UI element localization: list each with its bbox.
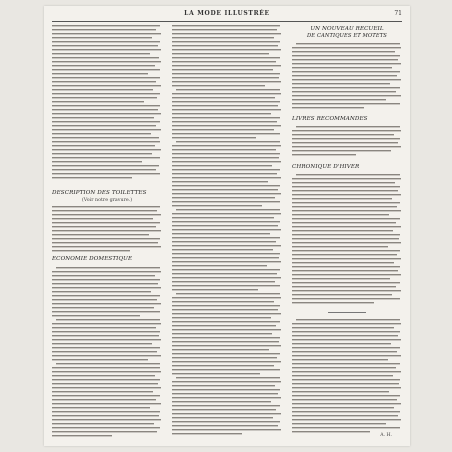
separator-rule xyxy=(328,312,366,313)
magazine-page xyxy=(44,6,410,446)
header-rule xyxy=(52,21,402,22)
text-column-3 xyxy=(292,24,402,422)
body-text-lines xyxy=(292,318,402,442)
body-text-lines xyxy=(292,42,402,114)
body-text-lines xyxy=(292,173,402,309)
section-heading-economie: ÉCONOMIE DOMESTIQUE xyxy=(52,256,133,262)
page-header xyxy=(52,10,402,20)
magazine-title: LA MODE ILLUSTRÉE xyxy=(184,10,270,17)
text-column-1 xyxy=(52,24,162,422)
body-text-lines xyxy=(172,24,282,440)
footer-signature: A. H. xyxy=(380,433,392,438)
body-text-lines xyxy=(292,125,402,161)
text-column-2 xyxy=(172,24,282,422)
section-heading-toilettes: DESCRIPTION DES TOILETTES xyxy=(52,190,147,196)
body-text-lines xyxy=(52,266,162,442)
page-number: 71 xyxy=(394,10,402,17)
section-heading-chronique: CHRONIQUE D'HIVER xyxy=(292,164,360,170)
section-heading-livres: LIVRES RECOMMANDÉS xyxy=(292,116,368,122)
body-text-lines xyxy=(52,24,162,184)
section-subtitle-toilettes: (Voir notre gravure.) xyxy=(81,198,133,203)
section-heading-recueil: UN NOUVEAU RECUEIL xyxy=(310,26,384,32)
section-subheading-recueil: DE CANTIQUES ET MOTETS xyxy=(307,33,387,39)
